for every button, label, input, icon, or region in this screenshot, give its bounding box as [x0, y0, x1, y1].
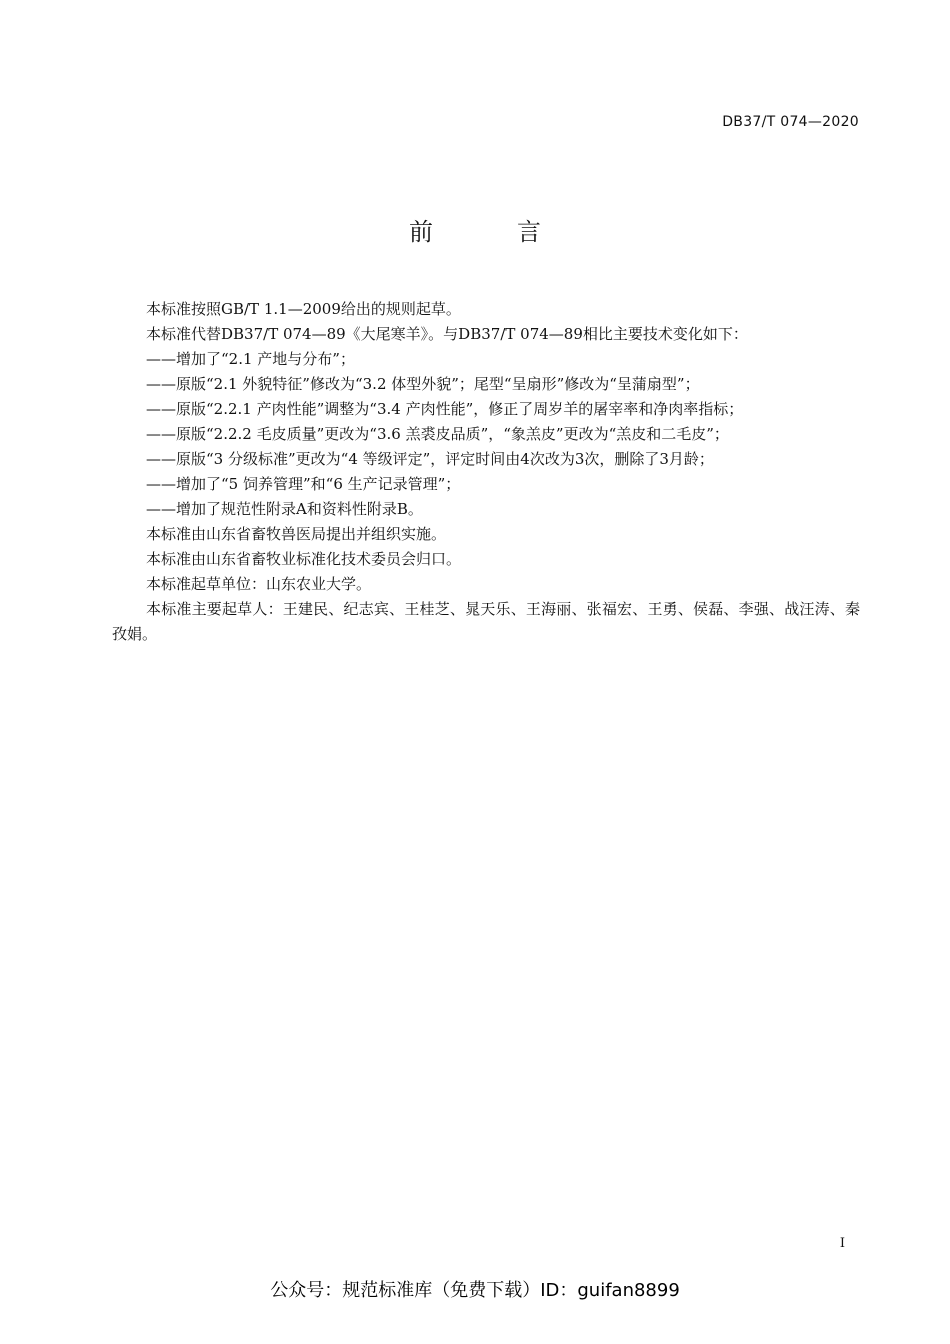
- paragraph-drafting-unit: 本标准起草单位：山东农业大学。: [146, 575, 372, 593]
- change-item: ——增加了“5 饲养管理”和“6 生产记录管理”；: [146, 475, 461, 493]
- paragraph-committee: 本标准由山东省畜牧业标准化技术委员会归口。: [146, 550, 462, 568]
- change-item: ——增加了“2.1 产地与分布”；: [146, 350, 355, 368]
- change-item: ——原版“2.1 外貌特征”修改为“3.2 体型外貌”；尾型“呈扇形”修改为“呈蒲扇型”；: [146, 375, 700, 393]
- change-item: ——原版“2.2.2 毛皮质量”更改为“3.6 羔裘皮品质”，“象羔皮”更改为“羔皮和二毛皮”；: [146, 425, 729, 443]
- paragraph-replacement: 本标准代替DB37/T 074—89《大尾寒羊》。与DB37/T 074—89相比主要技术变化如下：: [146, 325, 748, 343]
- watermark-text: 公众号：规范标准库（免费下载）ID：guifan8899: [270, 1280, 680, 1301]
- change-item: ——原版“3 分级标准”更改为“4 等级评定”，评定时间由4次改为3次，删除了3月龄；: [146, 450, 714, 468]
- page-number: I: [839, 1236, 845, 1251]
- change-item: ——增加了规范性附录A和资料性附录B。: [146, 500, 423, 518]
- paragraph-drafters: 本标准主要起草人：王建民、纪志宾、王桂芝、晁天乐、王海丽、张福宏、王勇、侯磊、李强、战汪涛、秦孜娟。: [112, 600, 860, 643]
- standard-code: DB37/T 074—2020: [722, 114, 859, 130]
- paragraph-proposer: 本标准由山东省畜牧兽医局提出并组织实施。: [146, 525, 447, 543]
- change-item: ——原版“2.2.1 产肉性能”调整为“3.4 产肉性能”，修正了周岁羊的屠宰率和净肉率指标；: [146, 400, 744, 418]
- paragraph-drafting-rules: 本标准按照GB/T 1.1—2009给出的规则起草。: [146, 300, 461, 318]
- page-title: 前 言: [409, 218, 571, 246]
- foreword-body: [112, 297, 860, 647]
